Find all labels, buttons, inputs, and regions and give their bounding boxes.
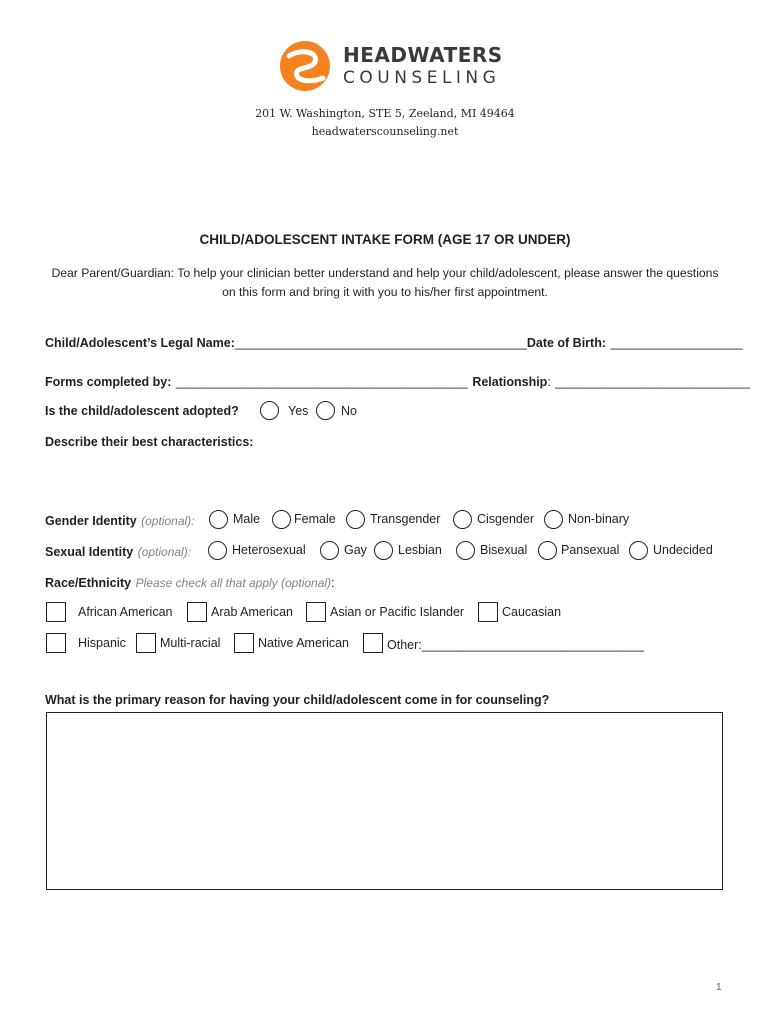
race-asian-pacific-label: Asian or Pacific Islander	[330, 605, 465, 619]
race-multiracial-checkbox[interactable]	[136, 633, 156, 653]
gender-male-radio[interactable]	[209, 510, 228, 529]
adopted-label: Is the child/adolescent adopted?	[45, 404, 239, 418]
gender-female-label: Female	[294, 512, 336, 526]
sexual-gay-radio[interactable]	[320, 541, 339, 560]
address: 201 W. Washington, STE 5, Zeeland, MI 49464	[255, 107, 515, 120]
sexual-optional: (optional):	[137, 545, 192, 559]
completed-by-row	[45, 373, 750, 391]
headwaters-logo	[279, 40, 503, 96]
adopted-no-label: No	[341, 404, 357, 418]
race-other-field[interactable]: ________________________________	[421, 638, 645, 652]
sexual-label: Sexual Identity	[45, 545, 134, 559]
gender-cisgender-label: Cisgender	[477, 512, 534, 526]
race-caucasian-label: Caucasian	[502, 605, 562, 619]
race-african-american-checkbox[interactable]	[46, 602, 66, 622]
relationship-colon: :	[547, 375, 551, 389]
race-caucasian-checkbox[interactable]	[478, 602, 498, 622]
sexual-lesbian-label: Lesbian	[398, 543, 442, 557]
gender-label-group	[45, 512, 195, 530]
race-label: Race/Ethnicity	[45, 576, 132, 590]
page-number: 1	[716, 982, 722, 993]
brand-name-line2: COUNSELING	[343, 68, 501, 88]
sexual-bisexual-radio[interactable]	[456, 541, 475, 560]
completed-by-label: Forms completed by:	[45, 375, 172, 389]
dob-field[interactable]: ___________________	[610, 336, 743, 350]
gender-cisgender-radio[interactable]	[453, 510, 472, 529]
race-colon: :	[331, 576, 335, 590]
race-african-american-label: African American	[78, 605, 173, 619]
race-label-group	[45, 574, 335, 592]
race-other-group	[387, 636, 644, 654]
legal-name-row	[45, 334, 743, 352]
gender-transgender-radio[interactable]	[346, 510, 365, 529]
sexual-heterosexual-label: Heterosexual	[232, 543, 306, 557]
reason-label: What is the primary reason for having your child/adolescent come in for counseling?	[45, 693, 550, 707]
race-asian-pacific-checkbox[interactable]	[306, 602, 326, 622]
race-native-american-label: Native American	[258, 636, 350, 650]
sexual-undecided-label: Undecided	[653, 543, 713, 557]
brand-name-line1: HEADWATERS	[343, 43, 503, 67]
form-intro: Dear Parent/Guardian: To help your clinician better understand and help your child/adolescent, please answer the questions on this form and bring it with you to his/her first appointment.	[51, 266, 719, 299]
gender-label: Gender Identity	[45, 514, 137, 528]
gender-female-radio[interactable]	[272, 510, 291, 529]
race-other-label: Other:	[387, 638, 422, 652]
legal-name-label: Child/Adolescent’s Legal Name:	[45, 336, 235, 350]
race-hispanic-label: Hispanic	[78, 636, 126, 650]
sexual-heterosexual-radio[interactable]	[208, 541, 227, 560]
race-note: Please check all that apply (optional)	[135, 576, 332, 590]
sexual-pansexual-radio[interactable]	[538, 541, 557, 560]
relationship-label: Relationship	[472, 375, 548, 389]
form-title: CHILD/ADOLESCENT INTAKE FORM (AGE 17 OR UNDER)	[199, 232, 571, 247]
adopted-yes-radio[interactable]	[260, 401, 279, 420]
sexual-pansexual-label: Pansexual	[561, 543, 620, 557]
website: headwaterscounseling.net	[311, 125, 459, 138]
sexual-undecided-radio[interactable]	[629, 541, 648, 560]
adopted-no-radio[interactable]	[316, 401, 335, 420]
sexual-label-group	[45, 543, 191, 561]
reason-textarea[interactable]	[46, 712, 723, 890]
gender-optional: (optional):	[141, 514, 195, 528]
race-arab-american-checkbox[interactable]	[187, 602, 207, 622]
characteristics-label: Describe their best characteristics:	[45, 435, 254, 449]
legal-name-field[interactable]: __________________________________________	[234, 336, 527, 350]
gender-nonbinary-radio[interactable]	[544, 510, 563, 529]
sexual-gay-label: Gay	[344, 543, 367, 557]
relationship-field[interactable]: ____________________________	[555, 375, 750, 389]
completed-by-field[interactable]: __________________________________________	[175, 375, 468, 389]
gender-transgender-label: Transgender	[370, 512, 441, 526]
race-hispanic-checkbox[interactable]	[46, 633, 66, 653]
race-multiracial-label: Multi-racial	[160, 636, 221, 650]
race-other-checkbox[interactable]	[363, 633, 383, 653]
adopted-yes-label: Yes	[288, 404, 309, 418]
sexual-lesbian-radio[interactable]	[374, 541, 393, 560]
gender-male-label: Male	[233, 512, 261, 526]
gender-nonbinary-label: Non-binary	[568, 512, 630, 526]
race-arab-american-label: Arab American	[211, 605, 293, 619]
dob-label: Date of Birth:	[526, 336, 607, 350]
sexual-bisexual-label: Bisexual	[480, 543, 528, 557]
race-native-american-checkbox[interactable]	[234, 633, 254, 653]
river-logo-icon	[279, 40, 337, 92]
